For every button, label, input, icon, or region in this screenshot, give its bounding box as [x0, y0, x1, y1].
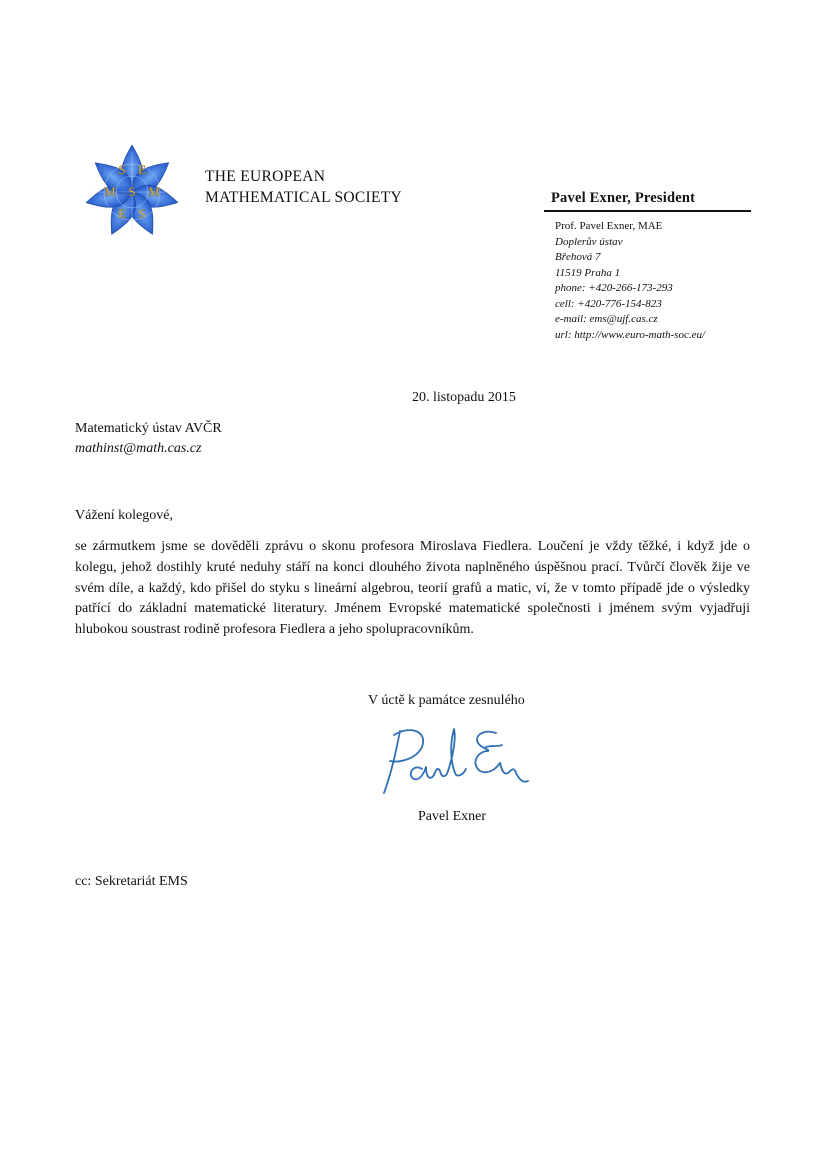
- recipient-name: Matematický ústav AVČR: [75, 421, 222, 436]
- salutation: Vážení kolegové,: [75, 508, 173, 523]
- svg-text:E: E: [118, 206, 126, 221]
- sender-city: 11519 Praha 1: [555, 266, 621, 279]
- sender-name: Prof. Pavel Exner, MAE: [555, 220, 663, 232]
- sender-url[interactable]: url: http://www.euro-math-soc.eu/: [555, 328, 706, 341]
- closing-line: V úctě k památce zesnulého: [368, 693, 525, 708]
- ems-star-icon: [82, 142, 182, 242]
- signature-icon: [370, 723, 530, 805]
- sender-street: Břehová 7: [555, 251, 601, 263]
- svg-text:M: M: [148, 184, 160, 199]
- recipient-block: [75, 419, 222, 459]
- letter-body: se zármutkem jsme se dověděli zprávu o skonu profesora Miroslava Fiedlera. Loučení je vždy těžké, i když jde o kolegu, jehož dostihly kruté neduhy stáří na konci dlouhého života naplněného úspěšnou prací. Tvůrčí člověk žije ve svém díle, a každý, kdo přišel do styku s lineární algebrou, teorií grafů a matic, ví, že v tomto případě jde o výsledky patřící do základní matematické literatury. Jménem Evropské matematické společnosti i jménem svým vyjadřuji hlubokou soustrast rodině profesora Fiedlera a jeho spolupracovníkům.: [75, 539, 750, 638]
- sender-phone: phone: +420-266-173-293: [555, 282, 673, 294]
- header-rule: [544, 210, 751, 212]
- svg-text:S: S: [118, 162, 126, 177]
- sender-email[interactable]: e-mail: ems@ujf.cas.cz: [555, 313, 658, 325]
- sender-address: [555, 219, 705, 343]
- svg-text:M: M: [104, 184, 116, 199]
- org-line-2: MATHEMATICAL SOCIETY: [205, 189, 403, 206]
- ems-logo: [82, 142, 182, 242]
- recipient-email[interactable]: mathinst@math.cas.cz: [75, 441, 202, 456]
- president-title: Pavel Exner, President: [551, 190, 696, 206]
- svg-text:S: S: [128, 184, 136, 199]
- sender-cell: cell: +420-776-154-823: [555, 297, 662, 310]
- sender-institute: Doplerův ústav: [555, 235, 623, 248]
- svg-text:S: S: [138, 206, 146, 221]
- org-line-1: THE EUROPEAN: [205, 168, 326, 185]
- letter-date: 20. listopadu 2015: [412, 390, 516, 405]
- cc-line: cc: Sekretariát EMS: [75, 874, 188, 889]
- signer-name: Pavel Exner: [418, 809, 487, 824]
- svg-text:E: E: [138, 162, 146, 177]
- organization-name: [205, 166, 402, 208]
- handwritten-signature: [370, 723, 530, 805]
